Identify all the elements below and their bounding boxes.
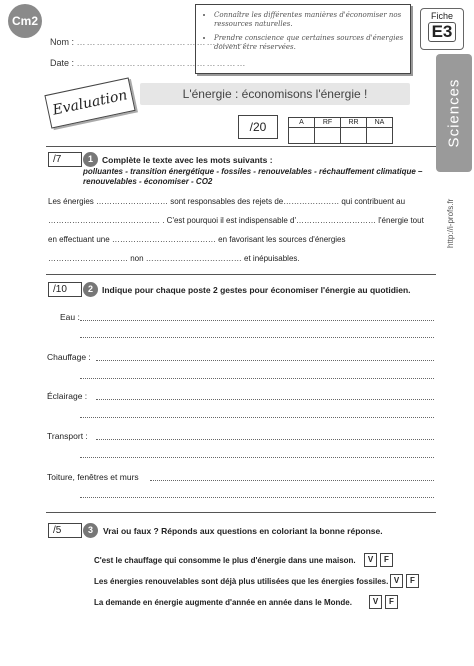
q2-number: 2 [83, 282, 98, 297]
category-label: Transport : [47, 431, 88, 441]
answer-line[interactable] [80, 378, 434, 379]
grade-cell[interactable] [367, 128, 393, 144]
date-label: Date : [50, 58, 75, 68]
grade-header: RF [315, 118, 341, 128]
grade-header: RR [341, 118, 367, 128]
subject-tab [436, 54, 472, 172]
answer-line[interactable] [80, 417, 434, 418]
vf-statement: La demande en énergie augmente d'année en année dans le Monde. [94, 598, 352, 607]
site-url: http://i-profs.fr [446, 198, 455, 248]
fiche-badge [420, 8, 464, 50]
q1-text-line: ………………………… non ……………………………… et inépuisables. [48, 254, 300, 263]
name-label: Nom : [50, 37, 75, 47]
name-dots: …………………………………………… [76, 37, 247, 47]
vf-statement: Les énergies renouvelables sont déjà plus utilisées que les énergies fossiles. [94, 577, 389, 586]
q1-words-line: polluantes - transition énergétique - fossiles - renouvelables - réchauffement climatique – [83, 167, 423, 176]
total-score-box: /20 [238, 115, 278, 139]
category-label: Eau : [60, 312, 80, 322]
q1-text-line: en effectuant une ………………………………… en favorisant les sources d'énergies [48, 235, 346, 244]
objective-item: • Connaître les différentes manières d'économiser nos ressources naturelles. [214, 11, 404, 29]
grade-table [288, 117, 393, 144]
answer-line[interactable] [96, 439, 434, 440]
subject-label: Sciences [445, 78, 463, 148]
answer-line[interactable] [80, 457, 434, 458]
section-divider [46, 274, 436, 275]
answer-line[interactable] [96, 360, 434, 361]
false-option[interactable]: F [380, 553, 393, 567]
category-label: Éclairage : [47, 391, 88, 401]
q2-instruction: Indique pour chaque poste 2 gestes pour économiser l'énergie au quotidien. [102, 285, 411, 295]
grade-header: A [289, 118, 315, 128]
category-label: Chauffage : [47, 352, 91, 362]
q3-instruction: Vrai ou faux ? Réponds aux questions en coloriant la bonne réponse. [103, 526, 383, 536]
date-dots: …………………………………………… [76, 58, 247, 68]
section-divider [46, 146, 436, 147]
q1-number: 1 [83, 152, 98, 167]
true-option[interactable]: V [390, 574, 403, 588]
q1-text-line: Les énergies ……………………… sont responsables des rejets de………………… qui contribuent au [48, 197, 406, 206]
q1-words-line: renouvelables - économiser - CO2 [83, 177, 213, 186]
level-badge: Cm2 [8, 4, 42, 38]
answer-line[interactable] [80, 497, 434, 498]
q1-instruction: Complète le texte avec les mots suivants : [102, 155, 273, 165]
grade-cell[interactable] [315, 128, 341, 144]
objective-item: • Prendre conscience que certaines sources d'énergies doivent être réservées. [214, 34, 404, 52]
answer-line[interactable] [96, 399, 434, 400]
false-option[interactable]: F [385, 595, 398, 609]
grade-header: NA [367, 118, 393, 128]
q1-score-box: /7 [48, 152, 82, 167]
evaluation-stamp: Evaluation [44, 77, 135, 128]
fiche-code: E3 [428, 22, 456, 42]
answer-line[interactable] [80, 337, 434, 338]
category-label: Toiture, fenêtres et murs [47, 472, 139, 482]
true-option[interactable]: V [364, 553, 377, 567]
grade-cell[interactable] [289, 128, 315, 144]
true-option[interactable]: V [369, 595, 382, 609]
q1-text-line: …………………………………… . C'est pourquoi il est indispensable d'………………………… l'énergie tout [48, 216, 424, 225]
q1-word-list [83, 167, 443, 187]
false-option[interactable]: F [406, 574, 419, 588]
objectives-box [195, 4, 411, 74]
page-title: L'énergie : économisons l'énergie ! [140, 83, 410, 105]
answer-line[interactable] [80, 320, 434, 321]
grade-cell[interactable] [341, 128, 367, 144]
q3-number: 3 [83, 523, 98, 538]
fiche-label: Fiche [430, 11, 453, 21]
q2-score-box: /10 [48, 282, 82, 297]
q3-score-box: /5 [48, 523, 82, 538]
section-divider [46, 512, 436, 513]
vf-statement: C'est le chauffage qui consomme le plus d'énergie dans une maison. [94, 556, 356, 565]
answer-line[interactable] [150, 480, 434, 481]
